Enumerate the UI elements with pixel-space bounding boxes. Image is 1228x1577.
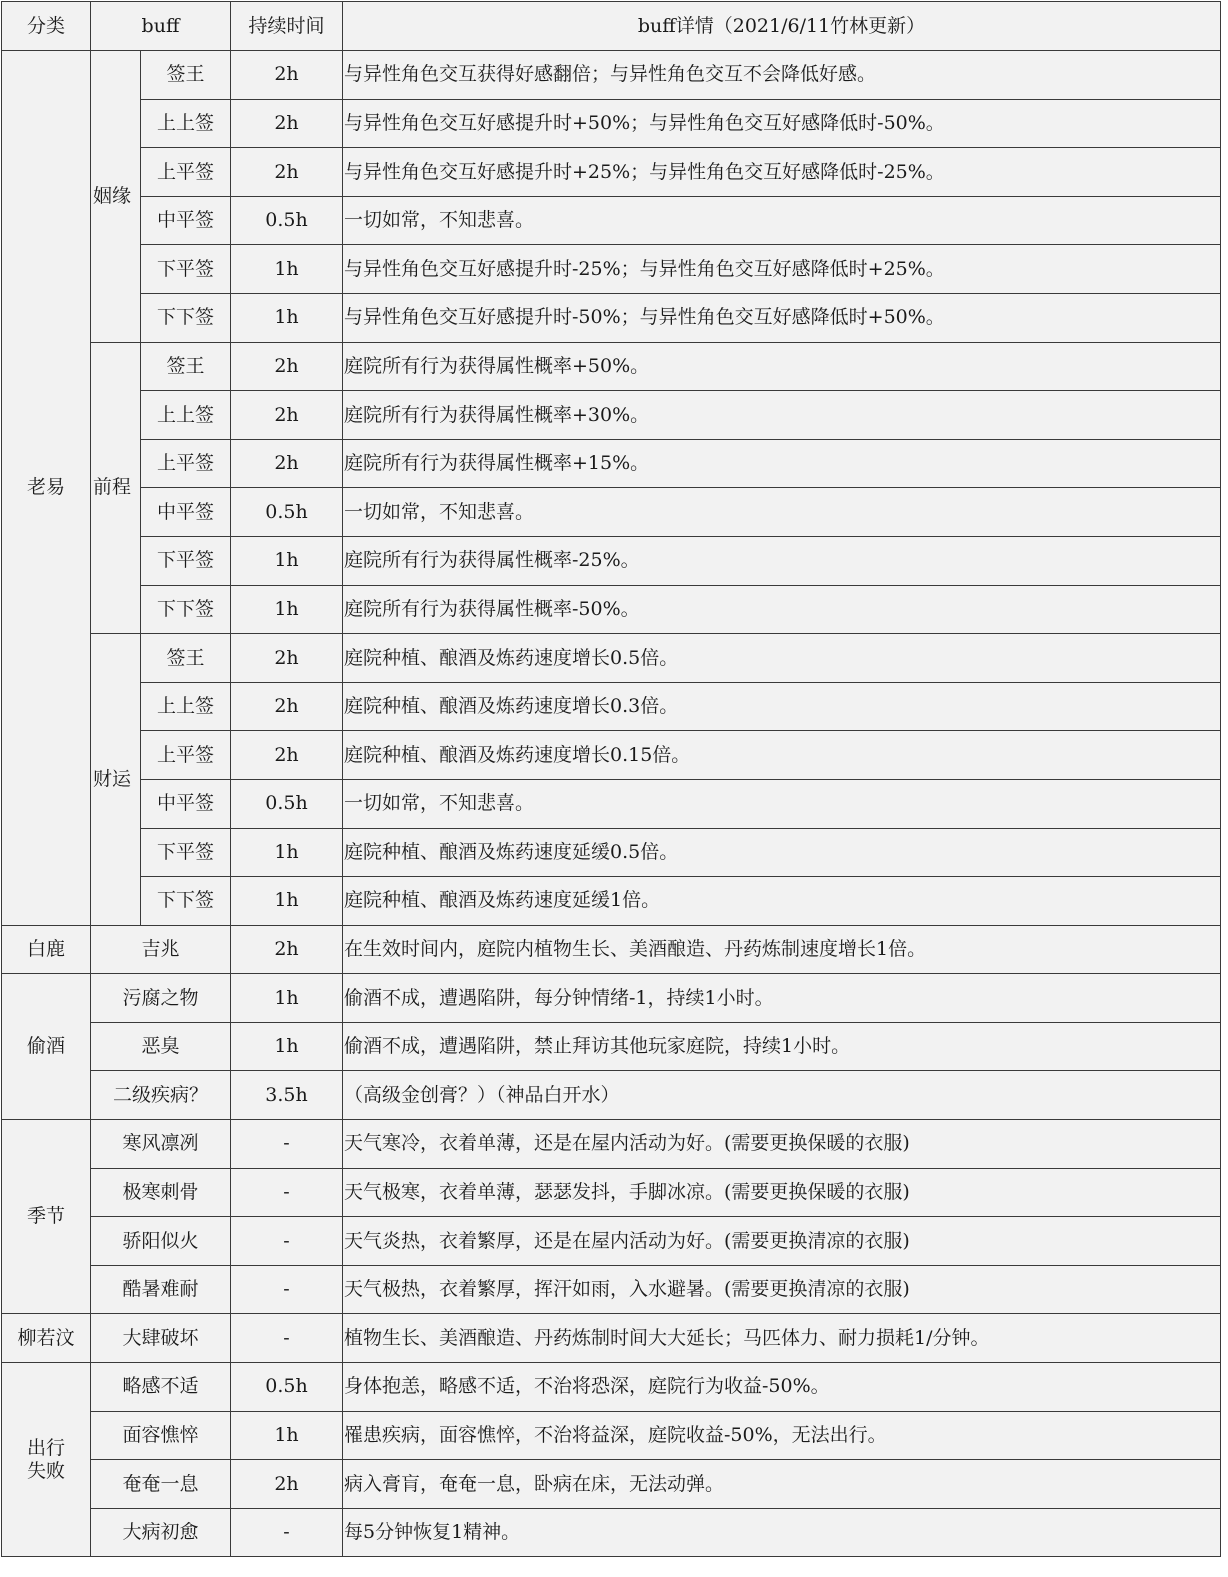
buff-duration: 1h bbox=[231, 974, 343, 1023]
buff-duration: 0.5h bbox=[231, 1363, 343, 1412]
table-row bbox=[2, 1022, 1221, 1071]
table-row bbox=[2, 488, 1221, 537]
buff-table bbox=[1, 1, 1221, 1557]
buff-name: 上平签 bbox=[141, 731, 231, 780]
buff-detail: 身体抱恙，略感不适，不治将恐深，庭院行为收益-50%。 bbox=[343, 1363, 1221, 1412]
buff-name: 奄奄一息 bbox=[91, 1460, 231, 1509]
subcategory-qiancheng: 前程 bbox=[91, 342, 141, 634]
buff-detail: 庭院所有行为获得属性概率-25%。 bbox=[343, 536, 1221, 585]
table-row bbox=[2, 1265, 1221, 1314]
buff-name: 签王 bbox=[141, 342, 231, 391]
table-row bbox=[2, 828, 1221, 877]
buff-duration: 2h bbox=[231, 391, 343, 440]
buff-detail: 天气极寒，衣着单薄，瑟瑟发抖，手脚冰凉。(需要更换保暖的衣服) bbox=[343, 1168, 1221, 1217]
buff-detail: 庭院所有行为获得属性概率+15%。 bbox=[343, 439, 1221, 488]
buff-name: 下平签 bbox=[141, 536, 231, 585]
category-chuxing-line2: 失败 bbox=[26, 1459, 65, 1482]
buff-duration: - bbox=[231, 1314, 343, 1363]
buff-detail: 罹患疾病，面容憔悴，不治将益深，庭院收益-50%，无法出行。 bbox=[343, 1411, 1221, 1460]
category-bailu: 白鹿 bbox=[2, 925, 91, 974]
table-row bbox=[2, 1168, 1221, 1217]
buff-duration: 1h bbox=[231, 245, 343, 294]
table-row bbox=[2, 682, 1221, 731]
buff-name: 上上签 bbox=[141, 391, 231, 440]
table-row bbox=[2, 779, 1221, 828]
buff-detail: 病入膏肓，奄奄一息，卧病在床，无法动弹。 bbox=[343, 1460, 1221, 1509]
buff-detail: （高级金创膏？）（神品白开水） bbox=[343, 1071, 1221, 1120]
buff-detail: 庭院所有行为获得属性概率+50%。 bbox=[343, 342, 1221, 391]
table-row bbox=[2, 731, 1221, 780]
buff-duration: - bbox=[231, 1217, 343, 1266]
buff-detail: 庭院种植、酿酒及炼药速度延缓1倍。 bbox=[343, 877, 1221, 926]
table-row bbox=[2, 342, 1221, 391]
buff-duration: 1h bbox=[231, 585, 343, 634]
buff-name: 上上签 bbox=[141, 682, 231, 731]
buff-name: 签王 bbox=[141, 51, 231, 100]
buff-detail: 庭院种植、酿酒及炼药速度增长0.5倍。 bbox=[343, 634, 1221, 683]
table-row bbox=[2, 877, 1221, 926]
category-chuxing bbox=[2, 1363, 91, 1557]
buff-detail: 植物生长、美酒酿造、丹药炼制时间大大延长；马匹体力、耐力损耗1/分钟。 bbox=[343, 1314, 1221, 1363]
buff-detail: 每5分钟恢复1精神。 bbox=[343, 1508, 1221, 1557]
buff-detail: 一切如常，不知悲喜。 bbox=[343, 196, 1221, 245]
buff-name: 污腐之物 bbox=[91, 974, 231, 1023]
buff-duration: 0.5h bbox=[231, 488, 343, 537]
buff-duration: 2h bbox=[231, 148, 343, 197]
buff-detail: 天气极热，衣着繁厚，挥汗如雨，入水避暑。(需要更换清凉的衣服) bbox=[343, 1265, 1221, 1314]
buff-duration: 0.5h bbox=[231, 779, 343, 828]
buff-detail: 偷酒不成，遭遇陷阱，每分钟情绪-1，持续1小时。 bbox=[343, 974, 1221, 1023]
buff-detail: 庭院种植、酿酒及炼药速度延缓0.5倍。 bbox=[343, 828, 1221, 877]
buff-duration: 1h bbox=[231, 293, 343, 342]
buff-duration: 2h bbox=[231, 439, 343, 488]
buff-detail: 天气寒冷，衣着单薄，还是在屋内活动为好。(需要更换保暖的衣服) bbox=[343, 1120, 1221, 1169]
buff-name: 大病初愈 bbox=[91, 1508, 231, 1557]
buff-duration: 1h bbox=[231, 828, 343, 877]
buff-name: 大肆破坏 bbox=[91, 1314, 231, 1363]
table-row bbox=[2, 536, 1221, 585]
buff-duration: 2h bbox=[231, 342, 343, 391]
buff-name: 上上签 bbox=[141, 99, 231, 148]
header-category: 分类 bbox=[2, 2, 91, 51]
table-row bbox=[2, 925, 1221, 974]
table-row bbox=[2, 585, 1221, 634]
buff-detail: 与异性角色交互好感提升时-50%；与异性角色交互好感降低时+50%。 bbox=[343, 293, 1221, 342]
buff-duration: 1h bbox=[231, 877, 343, 926]
buff-name: 上平签 bbox=[141, 148, 231, 197]
subcategory-caiyun: 财运 bbox=[91, 634, 141, 926]
buff-name: 中平签 bbox=[141, 196, 231, 245]
buff-duration: 2h bbox=[231, 1460, 343, 1509]
table-row bbox=[2, 439, 1221, 488]
buff-duration: 3.5h bbox=[231, 1071, 343, 1120]
header-duration: 持续时间 bbox=[231, 2, 343, 51]
header-detail: buff详情（2021/6/11竹林更新） bbox=[343, 2, 1221, 51]
buff-detail: 庭院种植、酿酒及炼药速度增长0.3倍。 bbox=[343, 682, 1221, 731]
table-row bbox=[2, 1314, 1221, 1363]
buff-name: 下下签 bbox=[141, 877, 231, 926]
buff-name: 极寒刺骨 bbox=[91, 1168, 231, 1217]
buff-name: 下下签 bbox=[141, 585, 231, 634]
buff-duration: - bbox=[231, 1508, 343, 1557]
buff-detail: 庭院所有行为获得属性概率+30%。 bbox=[343, 391, 1221, 440]
table-row bbox=[2, 196, 1221, 245]
table-row bbox=[2, 974, 1221, 1023]
buff-duration: 1h bbox=[231, 1411, 343, 1460]
table-row bbox=[2, 1508, 1221, 1557]
buff-duration: 1h bbox=[231, 1022, 343, 1071]
category-jijie: 季节 bbox=[2, 1120, 91, 1314]
buff-name: 下下签 bbox=[141, 293, 231, 342]
buff-detail: 天气炎热，衣着繁厚，还是在屋内活动为好。(需要更换清凉的衣服) bbox=[343, 1217, 1221, 1266]
category-chuxing-line1: 出行 bbox=[26, 1436, 65, 1459]
buff-duration: 2h bbox=[231, 634, 343, 683]
buff-detail: 与异性角色交互获得好感翻倍；与异性角色交互不会降低好感。 bbox=[343, 51, 1221, 100]
buff-detail: 与异性角色交互好感提升时-25%；与异性角色交互好感降低时+25%。 bbox=[343, 245, 1221, 294]
buff-detail: 一切如常，不知悲喜。 bbox=[343, 488, 1221, 537]
header-row bbox=[2, 2, 1221, 51]
buff-duration: 2h bbox=[231, 925, 343, 974]
table-row bbox=[2, 391, 1221, 440]
table-row bbox=[2, 1460, 1221, 1509]
table-row bbox=[2, 293, 1221, 342]
buff-name: 寒风凛冽 bbox=[91, 1120, 231, 1169]
buff-name: 面容憔悴 bbox=[91, 1411, 231, 1460]
header-buff: buff bbox=[91, 2, 231, 51]
buff-name: 略感不适 bbox=[91, 1363, 231, 1412]
buff-name: 恶臭 bbox=[91, 1022, 231, 1071]
category-laoyi: 老易 bbox=[2, 51, 91, 926]
buff-duration: 2h bbox=[231, 731, 343, 780]
table-row bbox=[2, 1071, 1221, 1120]
buff-duration: 2h bbox=[231, 99, 343, 148]
buff-name: 下平签 bbox=[141, 828, 231, 877]
buff-name: 签王 bbox=[141, 634, 231, 683]
buff-detail: 在生效时间内，庭院内植物生长、美酒酿造、丹药炼制速度增长1倍。 bbox=[343, 925, 1221, 974]
table-row bbox=[2, 1363, 1221, 1412]
table-row bbox=[2, 148, 1221, 197]
buff-name: 酷暑难耐 bbox=[91, 1265, 231, 1314]
buff-duration: 0.5h bbox=[231, 196, 343, 245]
category-toujiu: 偷酒 bbox=[2, 974, 91, 1120]
table-row bbox=[2, 99, 1221, 148]
buff-detail: 偷酒不成，遭遇陷阱，禁止拜访其他玩家庭院，持续1小时。 bbox=[343, 1022, 1221, 1071]
category-liuruowen: 柳若汶 bbox=[2, 1314, 91, 1363]
buff-name: 二级疾病？ bbox=[91, 1071, 231, 1120]
buff-name: 吉兆 bbox=[91, 925, 231, 974]
buff-name: 上平签 bbox=[141, 439, 231, 488]
table-row bbox=[2, 1411, 1221, 1460]
buff-detail: 与异性角色交互好感提升时+50%；与异性角色交互好感降低时-50%。 bbox=[343, 99, 1221, 148]
buff-name: 中平签 bbox=[141, 779, 231, 828]
buff-name: 骄阳似火 bbox=[91, 1217, 231, 1266]
buff-name: 下平签 bbox=[141, 245, 231, 294]
table-row bbox=[2, 1120, 1221, 1169]
table-row bbox=[2, 51, 1221, 100]
buff-duration: - bbox=[231, 1168, 343, 1217]
table-row bbox=[2, 634, 1221, 683]
table-row bbox=[2, 245, 1221, 294]
buff-detail: 与异性角色交互好感提升时+25%；与异性角色交互好感降低时-25%。 bbox=[343, 148, 1221, 197]
buff-name: 中平签 bbox=[141, 488, 231, 537]
buff-detail: 庭院种植、酿酒及炼药速度增长0.15倍。 bbox=[343, 731, 1221, 780]
table-row bbox=[2, 1217, 1221, 1266]
buff-duration: 1h bbox=[231, 536, 343, 585]
buff-detail: 庭院所有行为获得属性概率-50%。 bbox=[343, 585, 1221, 634]
subcategory-yinyuan: 姻缘 bbox=[91, 51, 141, 343]
buff-duration: - bbox=[231, 1120, 343, 1169]
buff-detail: 一切如常，不知悲喜。 bbox=[343, 779, 1221, 828]
buff-duration: 2h bbox=[231, 682, 343, 731]
buff-duration: 2h bbox=[231, 51, 343, 100]
buff-duration: - bbox=[231, 1265, 343, 1314]
